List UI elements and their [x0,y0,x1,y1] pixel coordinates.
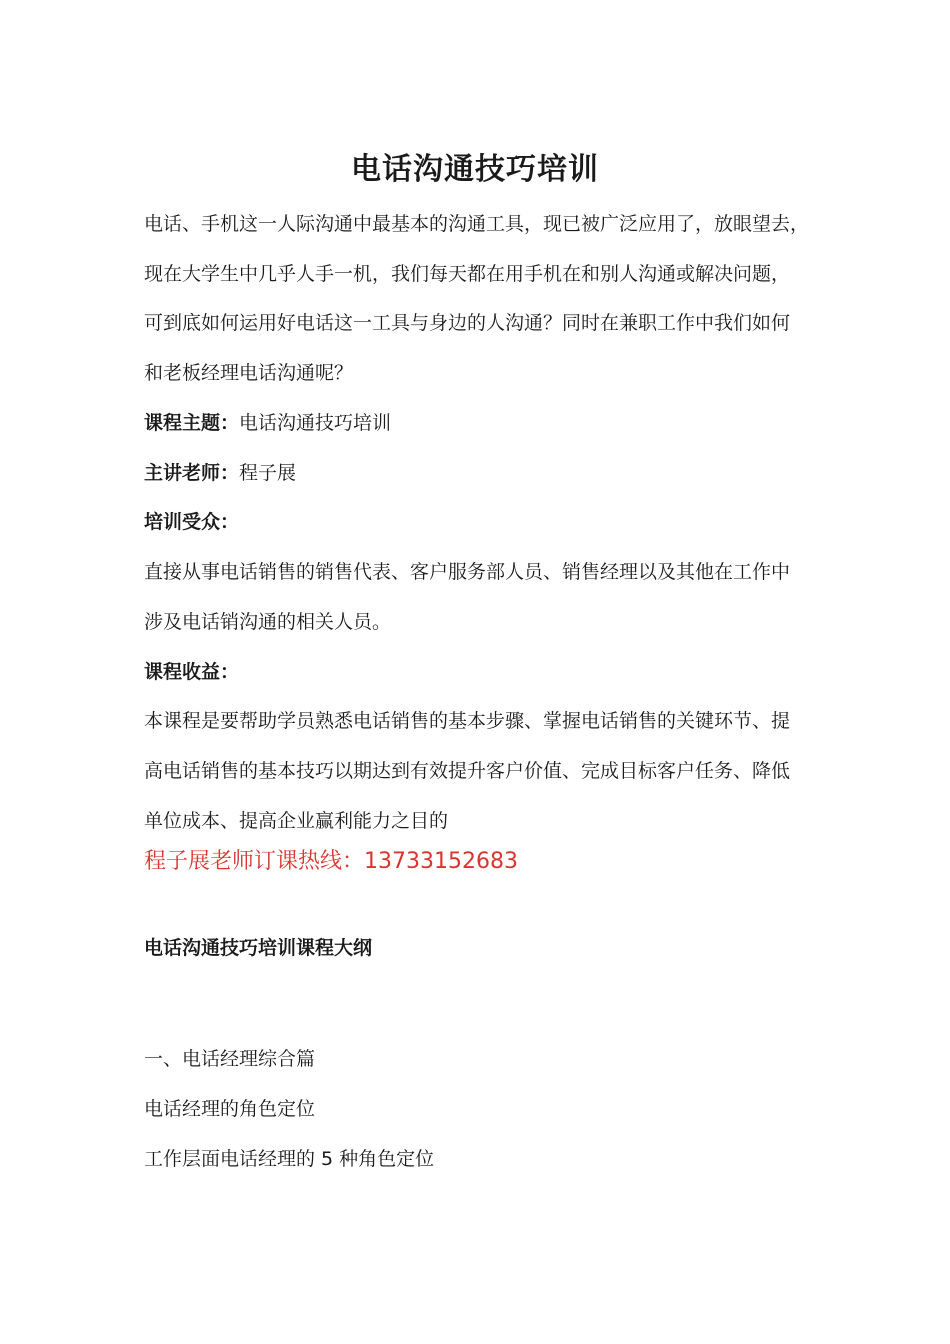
benefit-line-2: 高电话销售的基本技巧以期达到有效提升客户价值、完成目标客户任务、降低 [144,760,791,782]
benefit-line-1: 本课程是要帮助学员熟悉电话销售的基本步骤、掌握电话销售的关键环节、提 [144,710,791,732]
outline-item-3: 工作层面电话经理的 5 种角色定位 [144,1148,435,1170]
outline-item-2: 电话经理的角色定位 [144,1098,316,1120]
topic-row [144,409,391,437]
intro-line-2: 现在大学生中几乎人手一机，我们每天都在用手机在和别人沟通或解决问题， [144,263,791,285]
outline-item-1: 一、电话经理综合篇 [144,1048,316,1070]
topic-label: 课程主题： [144,412,240,434]
audience-line-2: 涉及电话销沟通的相关人员。 [144,611,392,633]
teacher-value: 程子展 [239,462,297,484]
intro-line-4: 和老板经理电话沟通呢？ [144,362,354,384]
audience-line-1: 直接从事电话销售的销售代表、客户服务部人员、销售经理以及其他在工作中 [144,561,791,583]
teacher-label: 主讲老师： [144,462,240,484]
benefit-label: 课程收益： [144,661,240,683]
outline-heading: 电话沟通技巧培训课程大纲 [144,937,373,959]
intro-line-1: 电话、手机这一人际沟通中最基本的沟通工具，现已被广泛应用了，放眼望去， [144,213,810,235]
benefit-line-3: 单位成本、提高企业赢利能力之目的 [144,810,449,832]
document-title: 电话沟通技巧培训 [351,152,599,187]
topic-value: 电话沟通技巧培训 [239,412,392,434]
intro-line-3: 可到底如何运用好电话这一工具与身边的人沟通？同时在兼职工作中我们如何 [144,312,791,334]
hotline-text: 程子展老师订课热线：13733152683 [144,849,518,874]
audience-label: 培训受众： [144,511,240,533]
teacher-row [144,459,296,487]
